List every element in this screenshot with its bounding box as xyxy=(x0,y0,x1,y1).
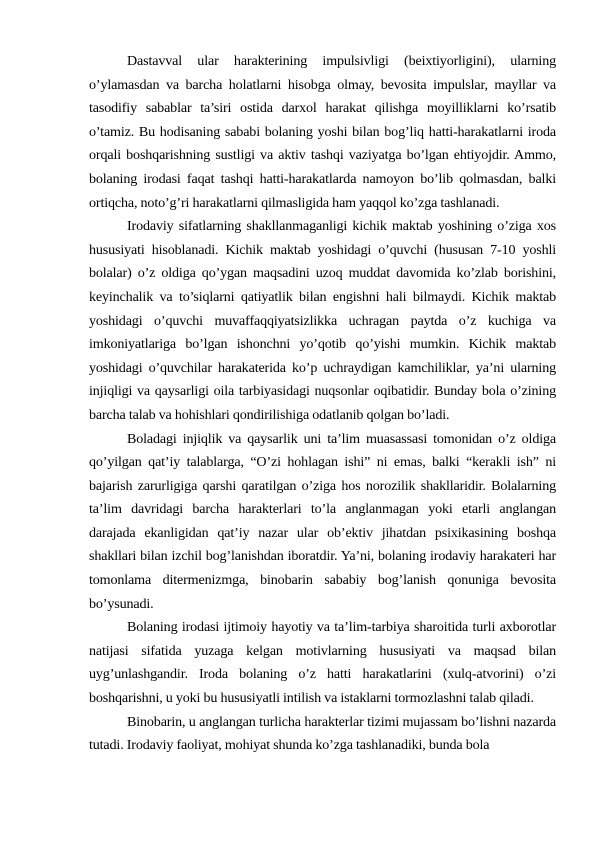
paragraph-5: Binobarin, u anglangan turlicha harakterlar tizimi mujassam bo’lishni nazarda tutadi. Irodaviy faoliyat, mohiyat shunda ko’zga tashlanadiki, bunda bola xyxy=(89,713,556,754)
document-page xyxy=(89,50,556,758)
paragraph-1: Dastavval ular harakterining impulsivligi (beixtiyorligini), ularning o’ylamasdan va barcha holatlarni hisobga olmay, bevosita impulslar, mayllar va tasodifiy sabablar ta’siri ostida darxol harakat qilishga moyilliklarni ko’rsatib o’tamiz. Bu hodisaning sababi bolaning yoshi bilan bog’liq hatti-harakatlarni iroda orqali boshqarishning sustligi va aktiv tashqi vaziyatga bo’lgan ehtiyojdir. Ammo, bolaning irodasi faqat tashqi hatti-harakatlarda namoyon bo’lib qolmasdan, balki ortiqcha, noto’g’ri harakatlarni qilmasligida ham yaqqol ko’zga tashlanadi. xyxy=(89,53,556,211)
paragraph-4: Bolaning irodasi ijtimoiy hayotiy va ta’lim-tarbiya sharoitida turli axborotlar natijasi sifatida yuzaga kelgan motivlarning hususiyati va maqsad bilan uyg’unlashgandir. Iroda bolaning o’z hatti harakatlarini (xulq-atvorini) o’zi boshqarishni, u yoki bu hususiyatli intilish va istaklarni tormozlashni talab qiladi. xyxy=(89,619,556,707)
paragraph-3: Boladagi injiqlik va qaysarlik uni ta’lim muasassasi tomonidan o’z oldiga qo’yilgan qat’iy talablarga, “O’zi hohlagan ishi” ni emas, balki “kerakli ish” ni bajarish zarurligiga qarshi qaratilgan o’ziga hos norozilik shakllaridir. Bolalarning ta’lim davridagi barcha harakterlari to’la anglanmagan yoki etarli anglangan darajada ekanligidan qat’iy nazar ular ob’ektiv jihatdan psixikasining boshqa shakllari bilan izchil bog’lanishdan iboratdir. Ya’ni, bolaning irodaviy harakateri har tomonlama ditermenizmga, binobarin sababiy bog’lanish qonuniga bevosita bo’ysunadi. xyxy=(89,430,556,612)
paragraph-2: Irodaviy sifatlarning shakllanmaganligi kichik maktab yoshining o’ziga xos hususiyati hisoblanadi. Kichik maktab yoshidagi o’quvchi (hususan 7-10 yoshli bolalar) o’z oldiga qo’ygan maqsadini uzoq muddat davomida ko’zlab borishini, keyinchalik va to’siqlarni qatiyatlik bilan engishni hali bilmaydi. Kichik maktab yoshidagi o’quvchi muvaffaqqiyatsizlikka uchragan paytda o’z kuchiga va imkoniyatlariga bo’lgan ishonchni yo’qotib qo’yishi mumkin. Kichik maktab yoshidagi o’quvchilar harakaterida ko’p uchraydigan kamchiliklar, ya’ni ularning injiqligi va qaysarligi oila tarbiyasidagi nuqsonlar oqibatidir. Bunday bola o’zining barcha talab va hohishlari qondirilishiga odatlanib qolgan bo’ladi. xyxy=(89,218,556,423)
